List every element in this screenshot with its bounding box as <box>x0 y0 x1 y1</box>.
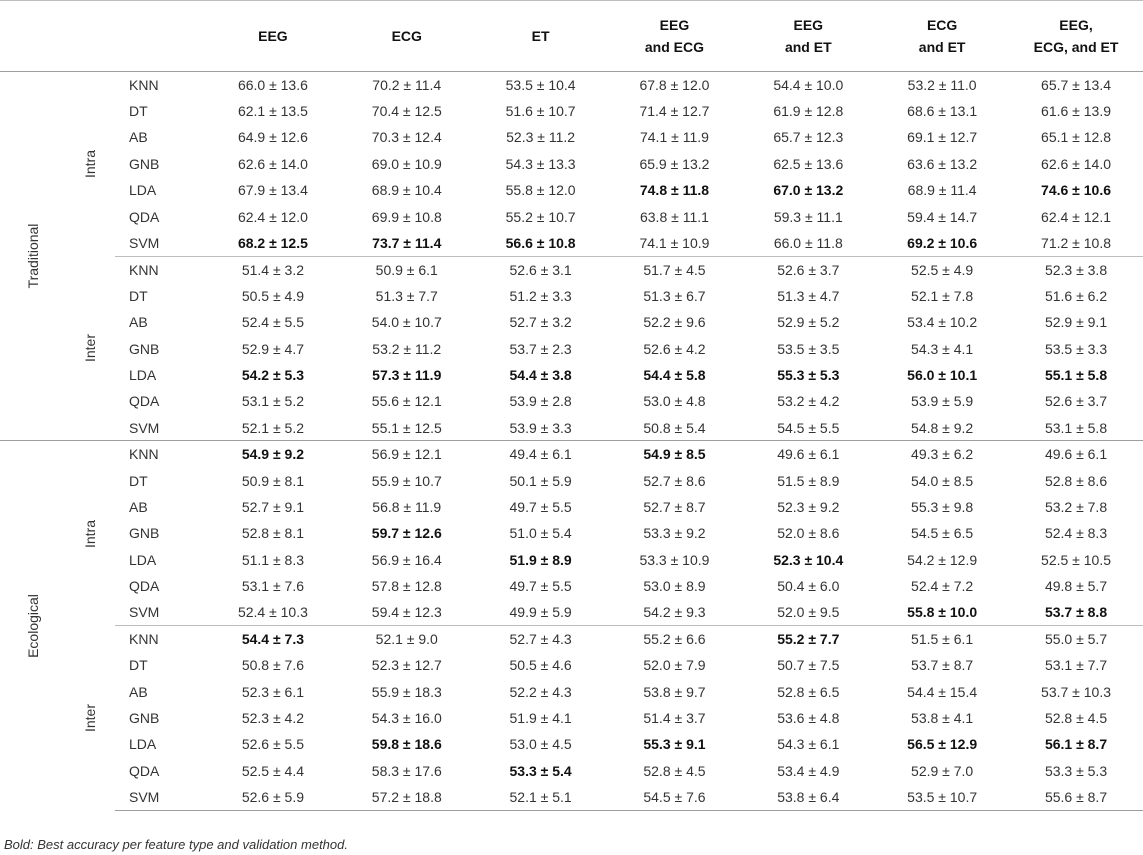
accuracy-cell: 52.8 ± 8.6 <box>1044 472 1108 489</box>
classifier-cell: AB <box>129 498 148 515</box>
accuracy-cell: 53.3 ± 9.2 <box>643 525 706 542</box>
accuracy-cell: 70.2 ± 11.4 <box>372 76 442 93</box>
accuracy-cell: 50.4 ± 6.0 <box>777 578 840 595</box>
accuracy-cell: 52.8 ± 8.1 <box>241 525 305 542</box>
accuracy-cell: 52.5 ± 4.4 <box>241 762 305 779</box>
accuracy-cell: 52.9 ± 9.1 <box>1044 314 1108 331</box>
accuracy-cell: 59.7 ± 12.6 <box>371 525 442 542</box>
accuracy-cell: 52.6 ± 3.7 <box>741 256 875 282</box>
accuracy-cell: 49.4 ± 6.1 <box>474 441 608 467</box>
classifier-cell: QDA <box>129 393 160 410</box>
accuracy-cell: 53.8 ± 4.1 <box>911 710 974 727</box>
accuracy-cell: 54.0 ± 10.7 <box>371 314 442 331</box>
table-row <box>0 441 1143 467</box>
accuracy-cell: 62.6 ± 14.0 <box>1041 155 1112 172</box>
accuracy-cell: 52.7 ± 4.3 <box>474 626 608 652</box>
accuracy-cell: 52.7 ± 9.1 <box>241 498 305 515</box>
header-ecg: ECG <box>340 1 474 72</box>
classifier-cell: KNN <box>115 441 206 467</box>
table-row <box>0 599 1143 625</box>
classifier-cell: DT <box>129 472 148 489</box>
accuracy-cell: 53.8 ± 6.4 <box>741 784 875 810</box>
accuracy-cell: 49.9 ± 5.9 <box>509 604 572 621</box>
table-row <box>0 652 1143 678</box>
accuracy-cell: 50.1 ± 5.9 <box>509 472 572 489</box>
header-eeg-and-ecg: EEG and ECG <box>608 1 742 72</box>
accuracy-cell: 55.9 ± 18.3 <box>371 683 442 700</box>
table-row <box>0 309 1143 335</box>
classifier-cell: AB <box>129 683 148 700</box>
condition-label: Ecological <box>24 594 41 658</box>
accuracy-cell: 64.9 ± 12.6 <box>237 129 308 146</box>
accuracy-cell: 52.5 ± 4.9 <box>875 256 1009 282</box>
accuracy-cell: 52.9 ± 5.2 <box>777 314 840 331</box>
accuracy-cell: 51.6 ± 10.7 <box>505 103 576 120</box>
validation-cell <box>65 72 115 257</box>
accuracy-cell: 50.9 ± 6.1 <box>340 256 474 282</box>
accuracy-cell: 53.1 ± 7.7 <box>1044 657 1108 674</box>
accuracy-cell: 73.7 ± 11.4 <box>372 234 442 251</box>
accuracy-cell: 62.6 ± 14.0 <box>237 155 308 172</box>
accuracy-cell: 56.9 ± 16.4 <box>371 551 442 568</box>
accuracy-cell: 54.4 ± 5.8 <box>643 366 706 383</box>
header-row <box>0 1 1143 72</box>
accuracy-cell: 52.3 ± 10.4 <box>773 551 844 568</box>
validation-label: Inter <box>82 704 98 733</box>
accuracy-cell: 53.4 ± 10.2 <box>907 314 978 331</box>
accuracy-cell: 53.3 ± 5.4 <box>509 762 572 779</box>
header-blank <box>115 1 206 72</box>
accuracy-cell: 53.2 ± 7.8 <box>1044 498 1108 515</box>
table-row <box>0 98 1143 124</box>
classifier-cell: GNB <box>129 340 160 357</box>
classifier-cell: DT <box>129 657 148 674</box>
accuracy-cell: 63.6 ± 13.2 <box>907 155 978 172</box>
accuracy-cell: 65.1 ± 12.8 <box>1041 129 1112 146</box>
accuracy-cell: 55.9 ± 10.7 <box>371 472 442 489</box>
accuracy-cell: 59.8 ± 18.6 <box>371 736 442 753</box>
condition-cell <box>0 441 65 810</box>
accuracy-cell: 50.7 ± 7.5 <box>777 657 840 674</box>
accuracy-cell: 62.1 ± 13.5 <box>237 103 308 120</box>
table-row <box>0 784 1143 810</box>
accuracy-cell: 53.3 ± 5.3 <box>1044 762 1108 779</box>
accuracy-cell: 49.7 ± 5.5 <box>509 498 572 515</box>
accuracy-cell: 65.9 ± 13.2 <box>639 155 710 172</box>
accuracy-cell: 69.1 ± 12.7 <box>907 129 978 146</box>
footnote: Bold: Best accuracy per feature type and validation method. <box>4 837 348 852</box>
header-eeg: EEG <box>206 1 340 72</box>
table-row <box>0 415 1143 441</box>
accuracy-cell: 55.3 ± 5.3 <box>777 366 840 383</box>
accuracy-cell: 69.9 ± 10.8 <box>371 208 442 225</box>
accuracy-cell: 57.8 ± 12.8 <box>371 578 442 595</box>
classifier-cell: QDA <box>129 762 160 779</box>
accuracy-cell: 53.7 ± 8.8 <box>1044 604 1108 621</box>
accuracy-cell: 67.8 ± 12.0 <box>639 76 710 93</box>
accuracy-cell: 55.2 ± 10.7 <box>505 208 576 225</box>
accuracy-cell: 54.2 ± 12.9 <box>907 551 978 568</box>
accuracy-cell: 70.4 ± 12.5 <box>371 103 442 120</box>
accuracy-cell: 63.8 ± 11.1 <box>639 208 709 225</box>
classifier-cell: LDA <box>129 736 157 753</box>
accuracy-cell: 71.2 ± 10.8 <box>1041 234 1112 251</box>
accuracy-cell: 50.9 ± 8.1 <box>241 472 305 489</box>
accuracy-cell: 52.4 ± 8.3 <box>1044 525 1108 542</box>
accuracy-cell: 52.0 ± 8.6 <box>777 525 840 542</box>
accuracy-cell: 68.9 ± 10.4 <box>371 182 442 199</box>
accuracy-cell: 52.6 ± 5.9 <box>206 784 340 810</box>
classifier-cell: LDA <box>129 551 157 568</box>
accuracy-cell: 52.8 ± 4.5 <box>1044 710 1108 727</box>
table-row <box>0 124 1143 150</box>
accuracy-cell: 55.0 ± 5.7 <box>1009 626 1143 652</box>
accuracy-cell: 55.3 ± 9.8 <box>911 498 974 515</box>
accuracy-cell: 67.0 ± 13.2 <box>773 182 844 199</box>
accuracy-cell: 53.2 ± 4.2 <box>777 393 840 410</box>
classifier-cell: DT <box>129 287 148 304</box>
accuracy-cell: 53.8 ± 9.7 <box>643 683 706 700</box>
accuracy-cell: 52.6 ± 5.5 <box>241 736 305 753</box>
accuracy-cell: 55.2 ± 7.7 <box>741 626 875 652</box>
validation-cell <box>65 256 115 441</box>
accuracy-cell: 56.0 ± 10.1 <box>907 366 978 383</box>
classifier-cell: SVM <box>129 234 160 251</box>
accuracy-cell: 51.9 ± 8.9 <box>509 551 572 568</box>
accuracy-cell: 53.0 ± 4.5 <box>509 736 572 753</box>
accuracy-cell: 53.6 ± 4.8 <box>777 710 840 727</box>
accuracy-cell: 52.3 ± 3.8 <box>1009 256 1143 282</box>
validation-cell <box>65 441 115 626</box>
header-eeg-ecg-and-et: EEG, ECG, and ET <box>1009 1 1143 72</box>
accuracy-cell: 54.4 ± 3.8 <box>509 366 572 383</box>
accuracy-cell: 55.6 ± 8.7 <box>1009 784 1143 810</box>
validation-label: Intra <box>82 519 98 548</box>
accuracy-cell: 59.3 ± 11.1 <box>773 208 843 225</box>
accuracy-cell: 59.4 ± 14.7 <box>907 208 978 225</box>
accuracy-cell: 53.5 ± 10.4 <box>505 76 576 93</box>
accuracy-cell: 54.4 ± 15.4 <box>907 683 978 700</box>
accuracy-cell: 54.5 ± 5.5 <box>777 419 840 436</box>
table-row <box>0 678 1143 704</box>
accuracy-cell: 54.0 ± 8.5 <box>911 472 974 489</box>
accuracy-cell: 52.4 ± 10.3 <box>237 604 308 621</box>
table-row <box>0 203 1143 229</box>
table-row <box>0 626 1143 652</box>
accuracy-cell: 53.1 ± 7.6 <box>241 578 305 595</box>
accuracy-cell: 51.2 ± 3.3 <box>509 287 572 304</box>
accuracy-cell: 74.1 ± 10.9 <box>639 234 710 251</box>
accuracy-cell: 50.8 ± 5.4 <box>643 419 706 436</box>
accuracy-cell: 52.2 ± 4.3 <box>509 683 572 700</box>
classifier-cell: DT <box>129 103 148 120</box>
accuracy-cell: 57.2 ± 18.8 <box>340 784 474 810</box>
accuracy-cell: 54.2 ± 9.3 <box>643 604 706 621</box>
table-row <box>0 758 1143 784</box>
accuracy-cell: 66.0 ± 13.6 <box>237 76 308 93</box>
accuracy-cell: 51.7 ± 4.5 <box>608 256 742 282</box>
classifier-cell: AB <box>129 314 148 331</box>
accuracy-cell: 52.1 ± 5.2 <box>241 419 305 436</box>
table-row <box>0 388 1143 414</box>
header-et: ET <box>474 1 608 72</box>
classifier-cell: QDA <box>129 578 160 595</box>
table-row <box>0 467 1143 493</box>
accuracy-cell: 52.3 ± 4.2 <box>241 710 305 727</box>
accuracy-cell: 52.8 ± 4.5 <box>643 762 706 779</box>
classifier-cell: QDA <box>129 208 160 225</box>
accuracy-cell: 52.7 ± 8.7 <box>643 498 706 515</box>
accuracy-cell: 55.3 ± 9.1 <box>643 736 706 753</box>
table-row <box>0 731 1143 757</box>
classifier-cell: AB <box>129 129 148 146</box>
accuracy-cell: 53.9 ± 3.3 <box>509 419 572 436</box>
accuracy-cell: 54.3 ± 6.1 <box>777 736 840 753</box>
accuracy-cell: 69.2 ± 10.6 <box>907 234 978 251</box>
accuracy-cell: 53.5 ± 3.3 <box>1044 340 1108 357</box>
header-eeg-and-et: EEG and ET <box>741 1 875 72</box>
accuracy-cell: 59.4 ± 12.3 <box>371 604 442 621</box>
accuracy-cell: 56.8 ± 11.9 <box>372 498 442 515</box>
accuracy-cell: 62.4 ± 12.0 <box>237 208 308 225</box>
accuracy-cell: 49.7 ± 5.5 <box>509 578 572 595</box>
accuracy-cell: 51.9 ± 4.1 <box>509 710 572 727</box>
accuracy-cell: 51.6 ± 6.2 <box>1044 287 1108 304</box>
table-row <box>0 362 1143 388</box>
accuracy-cell: 74.8 ± 11.8 <box>639 182 710 199</box>
table-row <box>0 573 1143 599</box>
accuracy-cell: 50.5 ± 4.6 <box>509 657 572 674</box>
accuracy-cell: 53.1 ± 5.2 <box>241 393 305 410</box>
accuracy-cell: 74.6 ± 10.6 <box>1041 182 1112 199</box>
accuracy-cell: 61.6 ± 13.9 <box>1041 103 1112 120</box>
accuracy-cell: 52.0 ± 7.9 <box>643 657 706 674</box>
accuracy-cell: 53.4 ± 4.9 <box>777 762 840 779</box>
accuracy-cell: 53.7 ± 2.3 <box>509 340 572 357</box>
header-ecg-and-et: ECG and ET <box>875 1 1009 72</box>
table-row <box>0 705 1143 731</box>
classifier-cell: GNB <box>129 525 160 542</box>
accuracy-cell: 65.7 ± 12.3 <box>773 129 844 146</box>
accuracy-cell: 52.5 ± 10.5 <box>1041 551 1112 568</box>
classifier-cell: LDA <box>129 182 157 199</box>
accuracy-cell: 51.5 ± 8.9 <box>777 472 840 489</box>
accuracy-cell: 52.7 ± 3.2 <box>509 314 572 331</box>
validation-cell <box>65 626 115 811</box>
table-row <box>0 230 1143 256</box>
accuracy-cell: 55.8 ± 10.0 <box>907 604 978 621</box>
accuracy-cell: 52.7 ± 8.6 <box>643 472 706 489</box>
accuracy-cell: 52.6 ± 3.7 <box>1044 393 1108 410</box>
table-row <box>0 494 1143 520</box>
table-row <box>0 520 1143 546</box>
accuracy-cell: 67.9 ± 13.4 <box>237 182 308 199</box>
accuracy-cell: 57.3 ± 11.9 <box>372 366 442 383</box>
table-row <box>0 256 1143 282</box>
table-row <box>0 151 1143 177</box>
accuracy-cell: 52.1 ± 9.0 <box>340 626 474 652</box>
condition-cell <box>0 72 65 441</box>
accuracy-cell: 54.5 ± 6.5 <box>911 525 974 542</box>
accuracy-cell: 52.3 ± 12.7 <box>371 657 442 674</box>
accuracy-cell: 54.5 ± 7.6 <box>608 784 742 810</box>
accuracy-cell: 49.3 ± 6.2 <box>875 441 1009 467</box>
classifier-cell: GNB <box>129 155 160 172</box>
accuracy-cell: 51.0 ± 5.4 <box>509 525 572 542</box>
accuracy-cell: 55.1 ± 5.8 <box>1044 366 1108 383</box>
accuracy-cell: 51.3 ± 6.7 <box>643 287 706 304</box>
accuracy-cell: 68.9 ± 11.4 <box>907 182 977 199</box>
accuracy-cell: 54.4 ± 10.0 <box>773 76 844 93</box>
table-row <box>0 547 1143 573</box>
accuracy-cell: 53.2 ± 11.2 <box>372 340 442 357</box>
accuracy-cell: 52.0 ± 9.5 <box>777 604 840 621</box>
accuracy-cell: 74.1 ± 11.9 <box>639 129 709 146</box>
classifier-cell: SVM <box>115 784 206 810</box>
classifier-cell: SVM <box>129 419 160 436</box>
accuracy-cell: 53.9 ± 2.8 <box>509 393 572 410</box>
accuracy-cell: 71.4 ± 12.7 <box>639 103 710 120</box>
accuracy-cell: 52.9 ± 4.7 <box>241 340 305 357</box>
accuracy-cell: 66.0 ± 11.8 <box>773 234 843 251</box>
accuracy-cell: 52.4 ± 7.2 <box>911 578 974 595</box>
table-row <box>0 335 1143 361</box>
table-row <box>0 72 1143 98</box>
accuracy-cell: 52.4 ± 5.5 <box>241 314 305 331</box>
classifier-cell: LDA <box>129 366 157 383</box>
accuracy-cell: 50.8 ± 7.6 <box>241 657 305 674</box>
accuracy-cell: 54.4 ± 7.3 <box>206 626 340 652</box>
accuracy-cell: 56.6 ± 10.8 <box>505 234 576 251</box>
accuracy-cell: 52.1 ± 7.8 <box>911 287 974 304</box>
accuracy-cell: 51.3 ± 7.7 <box>375 287 438 304</box>
validation-label: Intra <box>82 150 98 179</box>
accuracy-cell: 53.2 ± 11.0 <box>907 76 977 93</box>
accuracy-cell: 53.0 ± 4.8 <box>643 393 706 410</box>
accuracy-cell: 52.6 ± 3.1 <box>474 256 608 282</box>
accuracy-cell: 51.4 ± 3.2 <box>206 256 340 282</box>
header-blank <box>65 1 115 72</box>
accuracy-cell: 56.1 ± 8.7 <box>1044 736 1108 753</box>
accuracy-cell: 55.1 ± 12.5 <box>371 419 442 436</box>
table-row <box>0 283 1143 309</box>
accuracy-cell: 54.3 ± 4.1 <box>911 340 974 357</box>
accuracy-cell: 50.5 ± 4.9 <box>241 287 305 304</box>
accuracy-cell: 52.3 ± 6.1 <box>241 683 305 700</box>
condition-label: Traditional <box>24 223 41 289</box>
accuracy-cell: 68.6 ± 13.1 <box>907 103 978 120</box>
accuracy-cell: 52.2 ± 9.6 <box>643 314 706 331</box>
accuracy-cell: 54.2 ± 5.3 <box>241 366 305 383</box>
classifier-cell: KNN <box>129 76 159 93</box>
accuracy-cell: 52.3 ± 11.2 <box>506 129 576 146</box>
accuracy-cell: 53.9 ± 5.9 <box>911 393 974 410</box>
accuracy-cell: 56.9 ± 12.1 <box>340 441 474 467</box>
accuracy-cell: 53.7 ± 10.3 <box>1041 683 1112 700</box>
accuracy-cell: 49.6 ± 6.1 <box>741 441 875 467</box>
classifier-cell: KNN <box>115 256 206 282</box>
table-row <box>0 177 1143 203</box>
accuracy-cell: 54.9 ± 8.5 <box>608 441 742 467</box>
classifier-cell: GNB <box>129 710 160 727</box>
accuracy-cell: 54.8 ± 9.2 <box>911 419 974 436</box>
accuracy-cell: 52.9 ± 7.0 <box>911 762 974 779</box>
accuracy-cell: 61.9 ± 12.8 <box>773 103 844 120</box>
accuracy-cell: 49.6 ± 6.1 <box>1009 441 1143 467</box>
accuracy-cell: 52.6 ± 4.2 <box>643 340 706 357</box>
accuracy-cell: 53.5 ± 10.7 <box>875 784 1009 810</box>
accuracy-cell: 56.5 ± 12.9 <box>907 736 978 753</box>
accuracy-cell: 68.2 ± 12.5 <box>237 234 308 251</box>
accuracy-cell: 51.1 ± 8.3 <box>241 551 305 568</box>
accuracy-cell: 49.8 ± 5.7 <box>1044 578 1108 595</box>
accuracy-cell: 55.6 ± 12.1 <box>371 393 442 410</box>
classifier-cell: SVM <box>129 604 160 621</box>
accuracy-cell: 53.7 ± 8.7 <box>911 657 974 674</box>
accuracy-cell: 65.7 ± 13.4 <box>1041 76 1112 93</box>
accuracy-cell: 55.8 ± 12.0 <box>505 182 576 199</box>
accuracy-cell: 58.3 ± 17.6 <box>371 762 442 779</box>
accuracy-cell: 52.3 ± 9.2 <box>777 498 840 515</box>
accuracy-cell: 69.0 ± 10.9 <box>371 155 442 172</box>
accuracy-cell: 54.3 ± 13.3 <box>505 155 576 172</box>
classifier-cell: KNN <box>115 626 206 652</box>
accuracy-cell: 53.1 ± 5.8 <box>1044 419 1108 436</box>
accuracy-cell: 54.3 ± 16.0 <box>371 710 442 727</box>
accuracy-cell: 51.3 ± 4.7 <box>777 287 840 304</box>
accuracy-cell: 52.8 ± 6.5 <box>777 683 840 700</box>
table-body <box>0 72 1143 811</box>
accuracy-cell: 52.1 ± 5.1 <box>474 784 608 810</box>
accuracy-cell: 51.4 ± 3.7 <box>643 710 706 727</box>
accuracy-cell: 54.9 ± 9.2 <box>206 441 340 467</box>
accuracy-cell: 53.5 ± 3.5 <box>777 340 840 357</box>
validation-label: Inter <box>82 334 98 363</box>
accuracy-cell: 53.3 ± 10.9 <box>639 551 710 568</box>
accuracy-cell: 70.3 ± 12.4 <box>371 129 442 146</box>
accuracy-cell: 53.0 ± 8.9 <box>643 578 706 595</box>
accuracy-cell: 51.5 ± 6.1 <box>875 626 1009 652</box>
accuracy-cell: 55.2 ± 6.6 <box>608 626 742 652</box>
header-blank <box>0 1 65 72</box>
accuracy-cell: 62.4 ± 12.1 <box>1041 208 1112 225</box>
accuracy-cell: 62.5 ± 13.6 <box>773 155 844 172</box>
